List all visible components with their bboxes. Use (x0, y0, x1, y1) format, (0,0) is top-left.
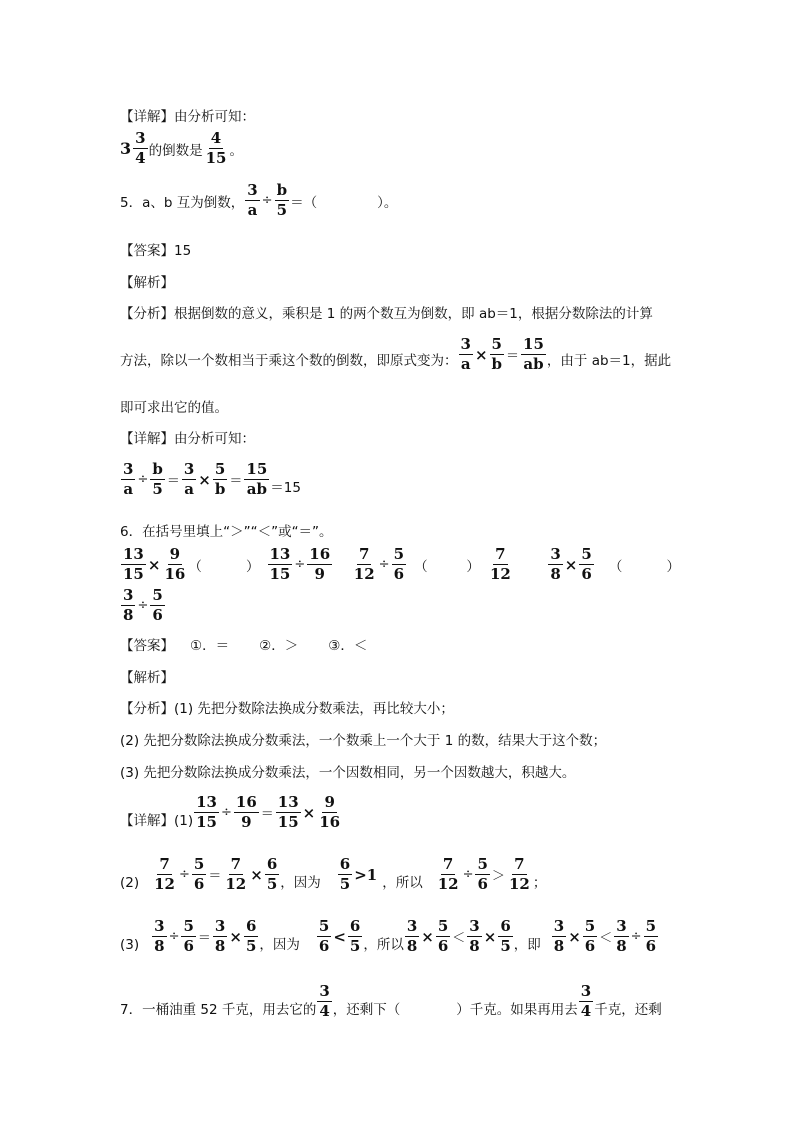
fraction-3-a: $\frac{3}{a}$ (247, 181, 258, 219)
answer-q5: 【答案】15 (120, 243, 192, 259)
analysis-q5-line1: 【分析】根据倒数的意义，乘积是 1 的两个数互为倒数，即 ab＝1，根据分数除法的计算 (120, 306, 653, 322)
fraction-b-5: $\frac{b}{5}$ (276, 181, 288, 219)
fraction-3-4: 3 4 (135, 129, 146, 167)
question-7: 7．一桶油重 52 千克，用去它的 3 4 ，还剩下（ ）千克。如果再用去 3 4 千克，还剩 (120, 982, 662, 1020)
analysis-q5-line2: 方法，除以一个数相当于乘这个数的倒数，即原式变为： $\frac{3}{a}$ × $\frac{5}{b}$ ＝ 15 ab ，由于 ab＝1，据此 (120, 335, 672, 373)
analysis-q6-1: 【分析】(1) 先把分数除法换成分数乘法，再比较大小； (120, 701, 454, 717)
mixed-whole: 3 (120, 139, 132, 158)
analysis-label-q6: 【解析】 (120, 670, 174, 686)
analysis-q5-line3: 即可求出它的值。 (120, 400, 228, 416)
detail-q6-1: 【详解】(1) $\frac{13}{15}$ ÷ $\frac{16}{9}$ ＝ $\frac{13}{15}$ × $\frac{9}{16}$ (120, 793, 341, 831)
answer-q6: 【答案】 ①．＝ ②．＞ ③．＜ (120, 638, 368, 654)
question-5: 5．a、b 互为倒数， $\frac{3}{a}$ ÷ $\frac{b}{5}$ ＝（ ）。 (120, 181, 398, 219)
detail-q6-3: (3) $\frac{3}{8}$ ÷ $\frac{5}{6}$ ＝ $\frac{3}{8}$ × $\frac{6}{5}$ ，因为 5 6 < 6 5 ，所以 $\frac{3}{8}$ × $\frac{5}{6}$ ＜ $\frac{3}{8}$ × $\frac{6}{5}$ ，即 $\frac{3}{8}$ × $\frac{5}{6}$ ＜ $\frac{3}{8}$ ÷ $\frac{5}{6}$ (120, 917, 656, 955)
analysis-label-q5: 【解析】 (120, 275, 174, 291)
question-6-items: $\frac{13}{15}$ × $\frac{9}{16}$ （ ） $\frac{13}{15}$ ÷ $\frac{16}{9}$ $\frac{7}{12}$ ÷ $\frac{5}{6}$ （ ） 7 12 $\frac{3}{8}$ × $\frac{5}{6}$ （ ） (123, 545, 681, 583)
detail-q5-equation: $\frac{3}{a}$ ÷ $\frac{b}{5}$ ＝ $\frac{3}{a}$ × $\frac{5}{b}$ ＝ 15 ab ＝15 (123, 460, 301, 498)
detail-q6-2: (2) $\frac{7}{12}$ ÷ $\frac{5}{6}$ ＝ $\frac{7}{12}$ × $\frac{6}{5}$ ，因为 6 5 >1 ，所以 $\frac{7}{12}$ ÷ $\frac{5}{6}$ ＞ 7 12 ； (120, 855, 547, 893)
analysis-q6-2: (2) 先把分数除法换成分数乘法，一个数乘上一个大于 1 的数，结果大于这个数； (120, 733, 607, 749)
reciprocal-statement: 3 3 4 的倒数是 4 15 。 (120, 129, 243, 167)
fraction-4-15: 4 15 (205, 129, 227, 167)
detail-heading-q4: 【详解】由分析可知： (120, 109, 255, 125)
detail-heading-q5: 【详解】由分析可知： (120, 431, 255, 447)
question-6: 6．在括号里填上“＞”“＜”或“＝”。 (120, 524, 333, 540)
analysis-q6-3: (3) 先把分数除法换成分数乘法，一个因数相同，另一个因数越大，积越大。 (120, 765, 576, 781)
question-6-item-last: $\frac{3}{8}$ ÷ $\frac{5}{6}$ (123, 586, 163, 624)
